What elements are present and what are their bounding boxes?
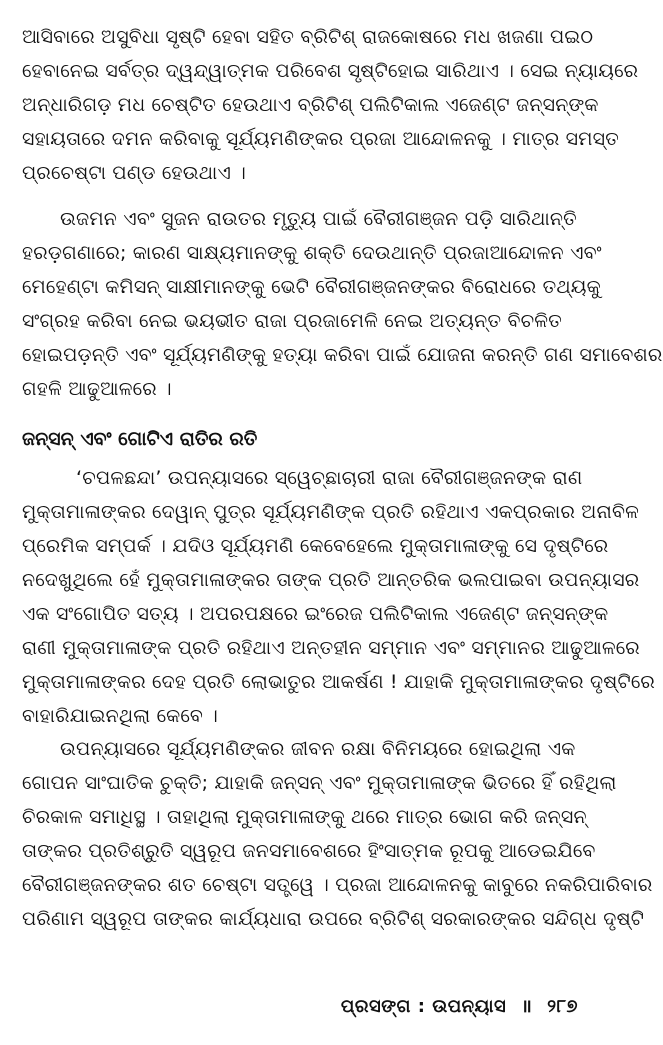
paragraph-line: ଉପନ୍ୟାସରେ ସୂର୍ଯ୍ୟମଣିଙ୍କର ଜୀବନ ରକ୍ଷା ବିନିମୟରେ ହୋଇଥିଲା ଏକ xyxy=(60,738,576,760)
paragraph-line: ପ୍ରେମିକ ସମ୍ପର୍କ । ଯଦିଓ ସୂର୍ଯ୍ୟମଣି କେବେହେଲେ ମୁକ୍ତାମାଳାଙ୍କୁ ସେ ଦୃଷ୍ଟିରେ xyxy=(22,535,609,557)
paragraph-line: ମୁକ୍ତାମାଳାଙ୍କର ଦେୱାନ୍ ପୁତ୍ର ସୂର୍ଯ୍ୟମଣିଙ୍କ ପ୍ରତି ରହିଥାଏ ଏକପ୍ରକାର ଅନାବିଳ xyxy=(22,501,640,523)
paragraph-line: ପ୍ରଚେଷ୍ଟା ପଣ୍ଡ ହେଉଥାଏ । xyxy=(22,162,247,184)
paragraph-line: ଅନ୍ଧାରିଗଡ଼ ମଧ ଚେଷ୍ଟିତ ହେଉଥାଏ ବ୍ରିଟିଶ୍ ପଲିଟିକାଲ ଏଜେଣ୍ଟ ଜନ୍‌ସନ୍‌ଙ୍କ xyxy=(22,94,599,116)
paragraph-line: ଚିରକାଳ ସମାଧିସ୍ଥ । ତାହାଥିଲା ମୁକ୍ତାମାଳାଙ୍କୁ ଥରେ ମାତ୍ର ଭୋଗ କରି ଜନ୍‌ସନ୍ xyxy=(22,806,587,828)
paragraph-line: ‘ଚପଳଛନ୍ଦା’ ଉପନ୍ୟାସରେ ସ୍ୱେଚ୍ଛାଚାରୀ ରାଜା ବୈରୀଗଞ୍ଜନଙ୍କ ରାଣ xyxy=(76,467,583,489)
paragraph-line: ରାଣୀ ମୁକ୍ତାମାଳାଙ୍କ ପ୍ରତି ରହିଥାଏ ଅନ୍ତହୀନ ସମ୍ମାନ ଏବଂ ସମ୍ମାନର ଆଢୁଆଳରେ xyxy=(22,637,640,659)
paragraph-line: ହରଡ଼ଗଣାରେ; କାରଣ ସାକ୍ଷ୍ୟମାନଙ୍କୁ ଶକ୍ତି ଦେଉଥାନ୍ତି ପ୍ରଜାଆନ୍ଦୋଳନ ଏବଂ xyxy=(22,242,602,264)
paragraph-1 xyxy=(22,20,639,190)
page-footer xyxy=(341,994,578,1018)
footer-separator: ॥ xyxy=(521,996,533,1017)
paragraph-line: ଉଜମନ ଏବଂ ସୁଜନ ରାଉତର ମୃତ୍ୟୁ ପାଇଁ ବୈରୀଗଞ୍ଜନ ପଡ଼ି ସାରିଥାନ୍ତି xyxy=(60,208,577,230)
section-heading: ଜନ୍‌ସନ୍ ଏବଂ ଗୋଟିଏ ରାତିର ରତି xyxy=(22,428,258,450)
paragraph-line: ନଦେଖୁଥିଲେ ହେଁ ମୁକ୍ତାମାଳାଙ୍କର ତାଙ୍କ ପ୍ରତି ଆନ୍ତରିକ ଭଲପାଇବା ଉପନ୍ୟାସର xyxy=(22,569,640,591)
paragraph-line: ବୈରୀଗଞ୍ଜନଙ୍କର ଶତ ଚେଷ୍ଟା ସତ୍ତ୍ୱେ । ପ୍ରଜା ଆନ୍ଦୋଳନକୁ କାବୁରେ ନକରିପାରିବାର xyxy=(22,874,653,896)
paragraph-line: ଏକ ସଂଗୋପିତ ସତ୍ୟ । ଅପରପକ୍ଷରେ ଇଂରେଜ ପଲିଟିକାଲ ଏଜେଣ୍ଟ ଜନ୍‌ସନ୍‌ଙ୍କ xyxy=(22,603,609,625)
paragraph-line: ସହାୟତାରେ ଦମନ କରିବାକୁ ସୂର୍ଯ୍ୟମଣିଙ୍କର ପ୍ରଜା ଆନ୍ଦୋଳନକୁ । ମାତ୍ର ସମସ୍ତ xyxy=(22,128,620,150)
paragraph-3 xyxy=(22,461,655,733)
running-title: ପ୍ରସଙ୍ଗ : ଉପନ୍ୟାସ xyxy=(340,996,507,1017)
paragraph-line: ହେବାନେଇ ସର୍ବତ୍ର ଦ୍ୱନ୍ଦ୍ୱାତ୍ମକ ପରିବେଶ ସୃଷ୍ଟିହୋଇ ସାରିଥାଏ । ସେଇ ନ୍ୟାୟରେ xyxy=(22,60,639,82)
paragraph-line: ମୁକ୍ତାମାଳାଙ୍କର ଦେହ ପ୍ରତି ଲୋଭାତୁର ଆକର୍ଷଣ ! ଯାହାକି ମୁକ୍ତାମାଳାଙ୍କର ଦୃଷ୍ଟିରେ xyxy=(22,671,655,693)
paragraph-2 xyxy=(22,202,663,406)
paragraph-line: ମେହେଣ୍ଟା କମିସନ୍ ସାକ୍ଷୀମାନଙ୍କୁ ଭେଟି ବୈରୀଗଞ୍ଜନଙ୍କର ବିରୋଧରେ ତଥ୍ୟକୁ xyxy=(22,276,601,298)
paragraph-4 xyxy=(22,732,653,936)
paragraph-line: ବାହାରିଯାଇନଥିଲା କେବେ । xyxy=(22,705,219,727)
paragraph-line: ଆସିବାରେ ଅସୁବିଧା ସୃଷ୍ଟି ହେବା ସହିତ ବ୍ରିଟିଶ୍ ରାଜକୋଷରେ ମଧ ଖଜଣା ପଇଠ xyxy=(22,26,594,48)
paragraph-line: ତାଙ୍କର ପ୍ରତିଶ୍ରୁତି ସ୍ୱରୂପ ଜନସମାବେଶରେ ହିଂସାତ୍ମକ ରୂପକୁ ଆଡେଇଯିବେ xyxy=(22,840,596,862)
paragraph-line: ଗୋପନ ସାଂଘାତିକ ଚୁକ୍ତି; ଯାହାକି ଜନ୍‌ସନ୍ ଏବଂ ମୁକ୍ତାମାଳାଙ୍କ ଭିତରେ ହିଁ ରହିଥିଲା xyxy=(22,772,617,794)
paragraph-line: ସଂଗ୍ରହ କରିବା ନେଇ ଭୟଭୀତ ରାଜା ପ୍ରଜାମେଳି ନେଇ ଅତ୍ୟନ୍ତ ବିଚଳିତ xyxy=(22,310,562,332)
paragraph-line: ଗହଳି ଆଢୁଆଳରେ । xyxy=(22,378,172,400)
page-number: ୨୮୭ xyxy=(547,996,578,1017)
paragraph-line: ପରିଣାମ ସ୍ୱରୂପ ତାଙ୍କର କାର୍ଯ୍ୟଧାରା ଉପରେ ବ୍ରିଟିଶ୍ ସରକାରଙ୍କର ସନ୍ଦିଗ୍ଧ ଦୃଷ୍ଟି xyxy=(22,908,645,930)
paragraph-line: ହୋଇପଡ଼ନ୍ତି ଏବଂ ସୂର୍ଯ୍ୟମଣିଙ୍କୁ ହତ୍ୟା କରିବା ପାଇଁ ଯୋଜନା କରନ୍ତି ଗଣ ସମାବେଶର xyxy=(22,344,663,366)
